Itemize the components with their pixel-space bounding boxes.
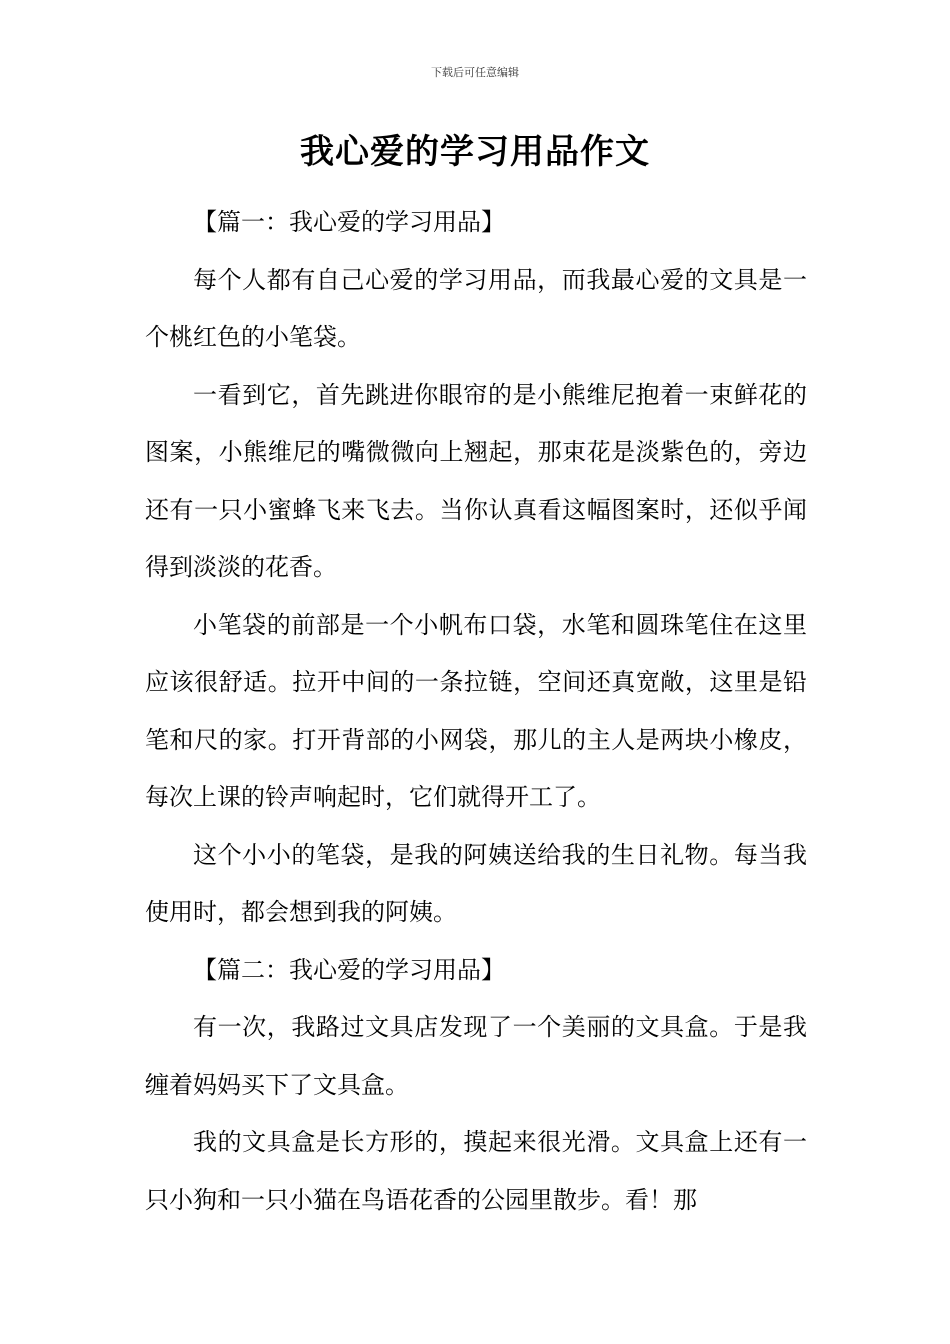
paragraph: 这个小小的笔袋，是我的阿姨送给我的生日礼物。每当我使用时，都会想到我的阿姨。 (145, 840, 807, 926)
paragraph: 有一次，我路过文具店发现了一个美丽的文具盒。于是我缠着妈妈买下了文具盒。 (145, 1013, 807, 1099)
section-heading-1: 【篇一：我心爱的学习用品】 (193, 208, 505, 236)
paragraph: 小笔袋的前部是一个小帆布口袋，水笔和圆珠笔住在这里应该很舒适。拉开中间的一条拉链，空间还真宽敞，这里是铅笔和尺的家。打开背部的小网袋，那儿的主人是两块小橡皮，每次上课的铃声响起时，它们就得开工了。 (145, 610, 807, 811)
paragraph: 我的文具盒是长方形的，摸起来很光滑。文具盒上还有一只小狗和一只小猫在鸟语花香的公园里散步。看！那 (145, 1128, 807, 1214)
paragraph: 一看到它，首先跳进你眼帘的是小熊维尼抱着一束鲜花的图案，小熊维尼的嘴微微向上翘起，那束花是淡紫色的，旁边还有一只小蜜蜂飞来飞去。当你认真看这幅图案时，还似乎闻得到淡淡的花香。 (145, 380, 807, 581)
header-note: 下载后可任意编辑 (431, 66, 519, 79)
document-title: 我心爱的学习用品作文 (300, 132, 650, 172)
document-body (145, 194, 807, 1229)
section-heading-2: 【篇二：我心爱的学习用品】 (193, 955, 505, 984)
paragraph: 每个人都有自己心爱的学习用品，而我最心爱的文具是一个桃红色的小笔袋。 (145, 265, 807, 351)
